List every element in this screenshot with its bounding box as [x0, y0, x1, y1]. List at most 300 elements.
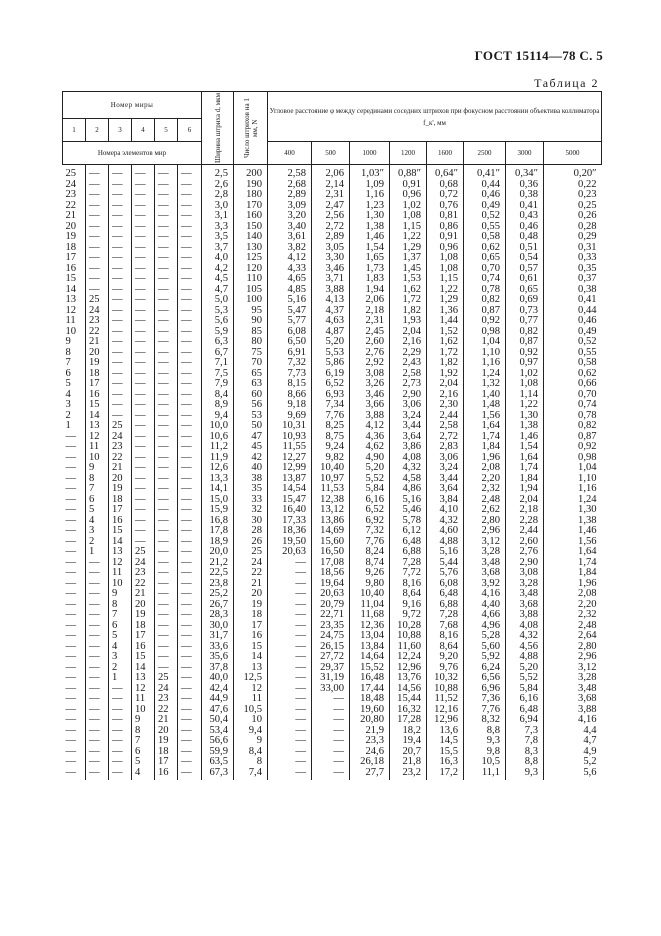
angle-cell: 0,74: [464, 274, 506, 285]
angle-cell: 7,73: [268, 369, 312, 380]
focal-col-1200: 1200: [390, 142, 427, 165]
angle-cell: 2,48: [464, 495, 506, 506]
angle-cell: 0,29: [544, 232, 602, 243]
document-header: ГОСТ 15114—78 С. 5: [474, 48, 603, 63]
mira-element-cell: —: [132, 285, 155, 296]
angle-cell: 1,56: [464, 411, 506, 422]
angle-cell: 9,26: [350, 568, 390, 579]
angle-cell: 2,72: [427, 432, 464, 443]
mira-element-cell: —: [178, 432, 202, 443]
angle-cell: 3,24: [427, 463, 464, 474]
angle-cell: 3,48: [464, 558, 506, 569]
angle-cell: —: [268, 694, 312, 705]
mira-element-cell: 23: [132, 568, 155, 579]
angle-cell: 2,08: [544, 589, 602, 600]
mira-element-cell: —: [132, 232, 155, 243]
angle-cell: 3,08: [350, 369, 390, 380]
mira-element-cell: —: [155, 253, 178, 264]
angle-cell: 0,62: [464, 243, 506, 254]
stroke-count-cell: 120: [234, 264, 268, 275]
angle-cell: 24,75: [312, 631, 350, 642]
angle-cell: 3,64: [390, 432, 427, 443]
angle-cell: 1,46: [350, 232, 390, 243]
angle-cell: 0,44: [544, 306, 602, 317]
mira-element-cell: —: [178, 736, 202, 747]
angle-cell: 13,6: [427, 726, 464, 737]
mira-element-cell: —: [132, 243, 155, 254]
angle-cell: 3,88: [506, 610, 544, 621]
mira-element-cell: 13: [65, 294, 77, 305]
angle-cell: 8,75: [312, 432, 350, 443]
angle-cell: —: [312, 705, 350, 716]
mira-element-cell: 21: [109, 463, 132, 474]
angle-cell: —: [268, 705, 312, 716]
angle-cell: 0,92: [464, 316, 506, 327]
mira-element-cell: 19: [109, 484, 132, 495]
angle-cell: 12,36: [350, 621, 390, 632]
angle-cell: 3,06: [390, 400, 427, 411]
stroke-width-cell: 14,1: [202, 484, 234, 495]
angle-cell: 5,20: [312, 337, 350, 348]
mira-element-cell: 24: [132, 558, 155, 569]
stroke-count-cell: 9,4: [234, 726, 268, 737]
angle-cell: 1,82: [390, 306, 427, 317]
stroke-width-cell: 5,6: [202, 316, 234, 327]
angle-cell: —: [268, 715, 312, 726]
mira-element-cell: 8: [109, 600, 132, 611]
table-row: [63, 421, 602, 432]
mira-element-cell: —: [178, 589, 202, 600]
table-row: [63, 568, 602, 579]
stroke-count-cell: 65: [234, 369, 268, 380]
mira-element-cell: —: [155, 390, 178, 401]
mira-element-cell: —: [65, 756, 77, 767]
angle-cell: 2,18: [506, 505, 544, 516]
angle-cell: 3,92: [464, 579, 506, 590]
angle-cell: 2,96: [464, 526, 506, 537]
angle-cell: 18,48: [350, 694, 390, 705]
angle-cell: 1,15: [390, 222, 427, 233]
angle-cell: 8,16: [390, 579, 427, 590]
mira-element-cell: —: [109, 327, 132, 338]
mira-element-cell: 20: [155, 726, 178, 737]
mira-element-cell: 18: [109, 495, 132, 506]
angle-cell: 3,05: [312, 243, 350, 254]
angle-cell: 33,00: [312, 684, 350, 695]
mira-element-cell: —: [109, 180, 132, 191]
angle-cell: 0,69: [506, 295, 544, 306]
stroke-width-cell: 2,8: [202, 190, 234, 201]
angle-cell: 3,28: [544, 673, 602, 684]
angle-cell: 0,68: [427, 180, 464, 191]
angle-cell: 4,16: [544, 715, 602, 726]
angle-cell: 9,82: [312, 453, 350, 464]
angle-cell: 1,22: [390, 232, 427, 243]
angle-cell: 6,91: [268, 348, 312, 359]
mira-element-cell: 9: [86, 463, 109, 474]
mira-element-cell: —: [132, 327, 155, 338]
focal-col-400: 400: [268, 142, 312, 165]
angle-cell: 5,86: [312, 358, 350, 369]
stroke-count-cell: 75: [234, 348, 268, 359]
mira-element-cell: 9: [132, 715, 155, 726]
mira-element-cell: —: [155, 579, 178, 590]
angle-cell: —: [312, 757, 350, 768]
angle-cell: 2,32: [544, 610, 602, 621]
angle-cell: 9,76: [427, 663, 464, 674]
angle-cell: —: [268, 673, 312, 684]
mira-element-cell: —: [178, 747, 202, 758]
stroke-count-cell: 10,5: [234, 705, 268, 716]
angle-cell: 19,64: [312, 579, 350, 590]
angle-cell: 23,35: [312, 621, 350, 632]
mira-element-cell: —: [132, 211, 155, 222]
angle-cell: 4,40: [464, 600, 506, 611]
angle-cell: —: [312, 747, 350, 758]
mira-element-cell: —: [132, 442, 155, 453]
angle-cell: 1,36: [427, 306, 464, 317]
angle-cell: 6,12: [390, 526, 427, 537]
angle-cell: 16,48: [350, 673, 390, 684]
angle-cell: 4,32: [390, 463, 427, 474]
mira-element-cell: —: [155, 463, 178, 474]
mira-element-cell: —: [86, 726, 109, 737]
mira-element-cell: —: [178, 610, 202, 621]
angle-cell: 0,46: [544, 316, 602, 327]
mira-element-cell: 15: [86, 400, 109, 411]
mira-element-cell: —: [109, 316, 132, 327]
angle-cell: 21,8: [390, 757, 427, 768]
mira-element-cell: 11: [65, 315, 76, 326]
mira-element-cell: 18: [65, 241, 77, 253]
angle-cell: 12,99: [268, 463, 312, 474]
stroke-width-cell: 10,6: [202, 432, 234, 443]
table-row: [63, 316, 602, 327]
mira-element-cell: —: [178, 243, 202, 254]
mira-element-cell: —: [86, 715, 109, 726]
angle-cell: 8,74: [350, 558, 390, 569]
angle-cell: 1,64: [464, 421, 506, 432]
angle-cell: 3,26: [350, 379, 390, 390]
angle-cell: 8,8: [464, 726, 506, 737]
mira-element-cell: —: [65, 567, 77, 578]
stroke-width-cell: 40,0: [202, 673, 234, 684]
stroke-count-cell: 42: [234, 453, 268, 464]
mira-element-cell: —: [65, 472, 77, 484]
angle-cell: 1,24: [464, 369, 506, 380]
stroke-count-cell: 12: [234, 684, 268, 695]
angle-cell: 11,60: [390, 642, 427, 653]
angle-cell: 2,73: [390, 379, 427, 390]
mira-element-cell: —: [155, 568, 178, 579]
mira-element-cell: 17: [132, 631, 155, 642]
angle-cell: 9,8: [464, 747, 506, 758]
mira-element-cell: 3: [109, 652, 132, 663]
angle-cell: 5,52: [350, 474, 390, 485]
stroke-count-cell: 140: [234, 232, 268, 243]
mira-element-cell: 18: [132, 621, 155, 632]
angle-cell: 0,46: [464, 190, 506, 201]
angle-cell: 24,6: [350, 747, 390, 758]
angle-cell: 1,03″: [350, 165, 390, 180]
mira-element-cell: 12: [132, 684, 155, 695]
angle-cell: 15,60: [312, 537, 350, 548]
stroke-width-cell: 17,8: [202, 526, 234, 537]
angle-cell: 0,41: [506, 201, 544, 212]
angle-cell: 2,28: [506, 516, 544, 527]
mira-element-cell: —: [65, 703, 77, 715]
angle-cell: 0,51: [506, 243, 544, 254]
stroke-width-cell: 4,7: [202, 285, 234, 296]
angle-cell: 1,45: [390, 264, 427, 275]
angle-cell: 3,44: [390, 421, 427, 432]
angle-cell: 2,43: [390, 358, 427, 369]
stroke-count-cell: 60: [234, 390, 268, 401]
angle-cell: 1,54: [506, 442, 544, 453]
angle-cell: 3,88: [350, 411, 390, 422]
angle-cell: 31,19: [312, 673, 350, 684]
angle-cell: 2,20: [544, 600, 602, 611]
mira-element-cell: 1: [109, 673, 132, 684]
stroke-count-cell: 32: [234, 505, 268, 516]
mira-element-cell: —: [178, 673, 202, 684]
mira-element-cell: —: [65, 640, 77, 652]
mira-element-cell: —: [86, 705, 109, 716]
angle-cell: 0,82: [506, 327, 544, 338]
mira-element-cell: —: [86, 747, 109, 758]
mira-element-cell: —: [86, 579, 109, 590]
table-row: [63, 463, 602, 474]
angle-cell: 1,08: [427, 264, 464, 275]
mira-element-cell: —: [155, 495, 178, 506]
angle-cell: 0,76: [427, 201, 464, 212]
mira-element-cell: —: [155, 505, 178, 516]
angle-cell: 0,23: [544, 190, 602, 201]
mira-element-cell: 21: [86, 337, 109, 348]
angle-cell: 11,52: [427, 694, 464, 705]
angle-cell: 6,88: [390, 547, 427, 558]
mira-element-cell: —: [109, 757, 132, 768]
table-row: [63, 442, 602, 453]
angle-cell: 2,31: [312, 190, 350, 201]
mira-element-cell: 7: [109, 610, 132, 621]
stroke-count-cell: 19: [234, 600, 268, 611]
stroke-count-cell: 70: [234, 358, 268, 369]
angle-cell: —: [312, 715, 350, 726]
angle-cell: 26,15: [312, 642, 350, 653]
angle-cell: 2,44: [506, 526, 544, 537]
mira-element-cell: 24: [109, 432, 132, 443]
mira-element-cell: 22: [132, 579, 155, 590]
stroke-width-cell: 13,3: [202, 474, 234, 485]
mira-element-cell: —: [132, 253, 155, 264]
mira-element-cell: —: [86, 757, 109, 768]
mira-element-cell: 8: [65, 346, 71, 358]
angle-cell: 6,24: [464, 663, 506, 674]
mira-element-cell: —: [178, 369, 202, 380]
angle-cell: 3,12: [464, 537, 506, 548]
mira-element-cell: —: [155, 432, 178, 443]
mira-element-cell: —: [86, 673, 109, 684]
angle-cell: 9,20: [427, 652, 464, 663]
mira-element-cell: —: [178, 526, 202, 537]
angle-cell: 3,20: [268, 211, 312, 222]
angle-cell: 10,97: [312, 474, 350, 485]
mira-element-cell: 4: [109, 642, 132, 653]
angle-cell: 3,48: [544, 684, 602, 695]
angle-cell: 0,82: [464, 295, 506, 306]
mira-element-cell: —: [155, 400, 178, 411]
angle-cell: 2,45: [350, 327, 390, 338]
angle-cell: 9,3: [506, 768, 544, 781]
angle-cell: 4,58: [390, 474, 427, 485]
mira-element-cell: —: [86, 684, 109, 695]
angle-cell: 0,26: [544, 211, 602, 222]
angle-cell: 0,92: [506, 348, 544, 359]
mira-element-cell: —: [65, 630, 77, 641]
angle-cell: 4,13: [312, 295, 350, 306]
angle-cell: 1,08: [506, 379, 544, 390]
mira-element-cell: 12: [65, 304, 77, 316]
table-row: [63, 274, 602, 285]
mira-element-cell: 20: [65, 220, 77, 232]
angle-cell: 7,76: [464, 705, 506, 716]
stroke-width-cell: 37,8: [202, 663, 234, 674]
angle-cell: 17,33: [268, 516, 312, 527]
mira-element-cell: —: [178, 453, 202, 464]
angle-cell: 2,60: [506, 537, 544, 548]
mira-element-cell: —: [132, 190, 155, 201]
stroke-width-header: [202, 92, 234, 165]
stroke-width-cell: 7,9: [202, 379, 234, 390]
mira-element-cell: —: [65, 588, 77, 599]
angle-cell: 11,55: [268, 442, 312, 453]
angle-cell: 1,96: [464, 453, 506, 464]
mira-element-cell: 20: [109, 474, 132, 485]
angle-cell: 4,56: [506, 642, 544, 653]
angle-cell: 3,88: [312, 285, 350, 296]
angle-cell: 1,84: [506, 474, 544, 485]
table-row: [63, 400, 602, 411]
mira-element-cell: —: [178, 558, 202, 569]
mira-element-cell: 11: [86, 442, 109, 453]
angle-cell: 3,71: [312, 274, 350, 285]
table-row: [63, 295, 602, 306]
mira-element-cell: —: [178, 264, 202, 275]
mira-element-cell: —: [178, 516, 202, 527]
angle-cell: 2,32: [464, 484, 506, 495]
mira-element-cell: —: [132, 358, 155, 369]
angle-cell: 17,08: [312, 558, 350, 569]
angle-cell: 17,2: [427, 768, 464, 781]
angle-cell: 1,72: [390, 295, 427, 306]
stroke-count-cell: 28: [234, 526, 268, 537]
mira-element-cell: —: [178, 421, 202, 432]
mira-element-cell: —: [155, 274, 178, 285]
angle-cell: 0,38: [544, 285, 602, 296]
angle-distance-header: Угловое расстояние φ между серединами соседних штрихов при фокусном расстоянии объектива коллиматора f_к', мм: [268, 92, 602, 142]
angle-cell: 1,46: [544, 526, 602, 537]
mira-element-cell: —: [65, 672, 77, 683]
angle-cell: 0,70: [544, 390, 602, 401]
mira-element-cell: —: [109, 694, 132, 705]
mira-element-cell: 7: [86, 484, 109, 495]
stroke-count-cell: 38: [234, 474, 268, 485]
mira-element-cell: —: [109, 390, 132, 401]
mira-element-cell: 16: [86, 390, 109, 401]
stroke-count-cell: 80: [234, 337, 268, 348]
mira-element-cell: —: [178, 694, 202, 705]
mira-element-cell: —: [178, 495, 202, 506]
angle-cell: 29,37: [312, 663, 350, 674]
angle-cell: 1,64: [506, 453, 544, 464]
stroke-count-cell: 180: [234, 190, 268, 201]
stroke-count-cell: 190: [234, 180, 268, 191]
angle-cell: —: [268, 558, 312, 569]
angle-cell: 7,32: [268, 358, 312, 369]
mira-element-cell: —: [132, 165, 155, 180]
stroke-width-cell: 9,4: [202, 411, 234, 422]
stroke-width-cell: 30,0: [202, 621, 234, 632]
table-row: [63, 253, 602, 264]
mira-element-cell: —: [86, 190, 109, 201]
angle-cell: 0,98: [544, 453, 602, 464]
stroke-width-cell: 6,7: [202, 348, 234, 359]
mira-element-cell: 23: [109, 442, 132, 453]
angle-cell: 1,62: [390, 285, 427, 296]
angle-cell: 1,40: [464, 390, 506, 401]
mira-element-cell: —: [178, 201, 202, 212]
mira-element-cell: —: [65, 682, 77, 694]
stroke-count-cell: 20: [234, 589, 268, 600]
mira-element-cell: —: [178, 715, 202, 726]
angle-cell: 10,88: [427, 684, 464, 695]
mira-element-cell: —: [109, 285, 132, 296]
mira-element-cell: —: [155, 369, 178, 380]
angle-cell: 6,50: [268, 337, 312, 348]
angle-cell: 5,78: [390, 516, 427, 527]
angle-cell: 10,93: [268, 432, 312, 443]
angle-cell: 5,2: [544, 757, 602, 768]
angle-cell: 1,04: [544, 463, 602, 474]
mira-element-cell: —: [178, 768, 202, 781]
angle-cell: 10,28: [390, 621, 427, 632]
stroke-width-cell: 18,9: [202, 537, 234, 548]
mira-element-cell: 1: [86, 547, 109, 558]
angle-cell: 12,38: [312, 495, 350, 506]
angle-cell: —: [312, 694, 350, 705]
mira-element-cell: —: [178, 190, 202, 201]
table-row: [63, 631, 602, 642]
table-row: [63, 652, 602, 663]
mira-element-cell: —: [65, 619, 77, 631]
angle-cell: 6,16: [506, 694, 544, 705]
angle-cell: 4,4: [544, 726, 602, 737]
angle-cell: 5,92: [464, 652, 506, 663]
mira-element-cell: 22: [109, 453, 132, 464]
stroke-width-cell: 8,9: [202, 400, 234, 411]
angle-cell: 2,58: [268, 165, 312, 180]
mira-element-cell: —: [155, 285, 178, 296]
angle-cell: 1,14: [506, 390, 544, 401]
stroke-count-cell: 170: [234, 201, 268, 212]
angle-cell: 3,68: [506, 600, 544, 611]
mira-element-cell: —: [132, 306, 155, 317]
angle-cell: 2,83: [427, 442, 464, 453]
mira-element-cell: —: [178, 757, 202, 768]
mira-element-cell: —: [178, 642, 202, 653]
mira-element-cell: —: [155, 211, 178, 222]
